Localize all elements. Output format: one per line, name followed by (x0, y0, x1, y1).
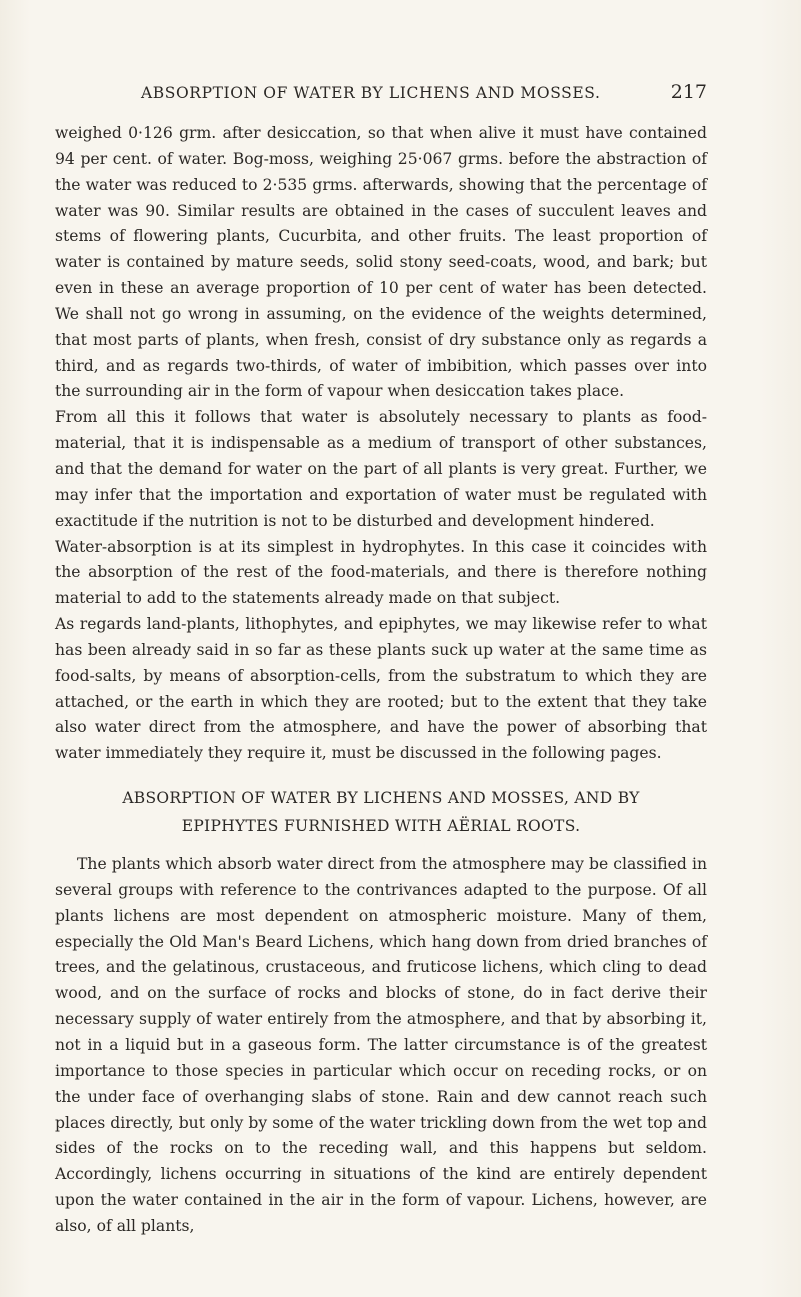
section-heading-line-2: EPIPHYTES FURNISHED WITH AËRIAL ROOTS. (181, 817, 581, 836)
body-text (55, 121, 707, 1240)
paragraph: From all this it follows that water is absolutely necessary to plants as food-material, that it is indispensable as a medium of transport of other substances, and that the demand for water on the part of all plants is very great. Further, we may infer that the importation and exportation of water must be regulated with exactitude if the nutrition is not to be disturbed and development hindered. (55, 408, 707, 530)
paragraph: As regards land-plants, lithophytes, and epiphytes, we may likewise refer to what has been already said in so far as these plants suck up water at the same time as food-salts, by means of absorption-cells, from the substratum to which they are attached, or the earth in which they are rooted; but to the extent that they take also water direct from the atmosphere, and have the power of absorbing that water immediately they require it, must be discussed in the following pages. (55, 615, 707, 763)
section-paragraph: The plants which absorb water direct from the atmosphere may be classified in several groups with reference to the contrivances adapted to the purpose. Of all plants lichens are most dependent on atmospheric moisture. Many of them, especially the Old Man's Beard Lichens, which hang down from dried branches of trees, and the gelatinous, crustaceous, and fruticose lichens, which cling to dead wood, and on the surface of rocks and blocks of stone, do in fact derive their necessary supply of water entirely from the atmosphere, and that by absorbing it, not in a liquid but in a gaseous form. The latter circumstance is of the greatest importance to those species in particular which occur on receding rocks, or on the under face of overhanging slabs of stone. Rain and dew cannot reach such places directly, but only by some of the water trickling down from the wet top and sides of the rocks on to the receding wall, and this happens but seldom. Accordingly, lichens occurring in situations of the kind are entirely dependent upon the water contained in the air in the form of vapour. Lichens, however, are also, of all plants, (55, 855, 707, 1235)
running-title: ABSORPTION OF WATER BY LICHENS AND MOSSES. (141, 84, 601, 102)
paragraph: Water-absorption is at its simplest in hydrophytes. In this case it coincides with the absorption of the rest of the food-materials, and there is therefore nothing material to add to the statements already made on that subject. (55, 537, 707, 608)
section-heading-line-1: ABSORPTION OF WATER BY LICHENS AND MOSSES, AND BY (122, 789, 640, 808)
running-head (55, 81, 707, 108)
paragraph-continuation: weighed 0·126 grm. after desiccation, so that when alive it must have contained 94 per cent. of water. Bog-moss, weighing 25·067 grms. before the abstraction of the water was reduced to 2·535 grms. afterwards, showing that the percentage of water was 90. Similar results are obtained in the cases of succulent leaves and stems of flowering plants, Cucurbita, and other fruits. The least proportion of water is contained by mature seeds, solid stony seed-coats, wood, and bark; but even in these an average proportion of 10 per cent of water has been detected. We shall not go wrong in assuming, on the evidence of the weights determined, that most parts of plants, when fresh, consist of dry substance only as regards a third, and as regards two-thirds, of water of imbibition, which passes over into the surrounding air in the form of vapour when desiccation takes place. (55, 124, 707, 401)
section-heading (55, 784, 707, 840)
page-number: 217 (670, 81, 707, 103)
